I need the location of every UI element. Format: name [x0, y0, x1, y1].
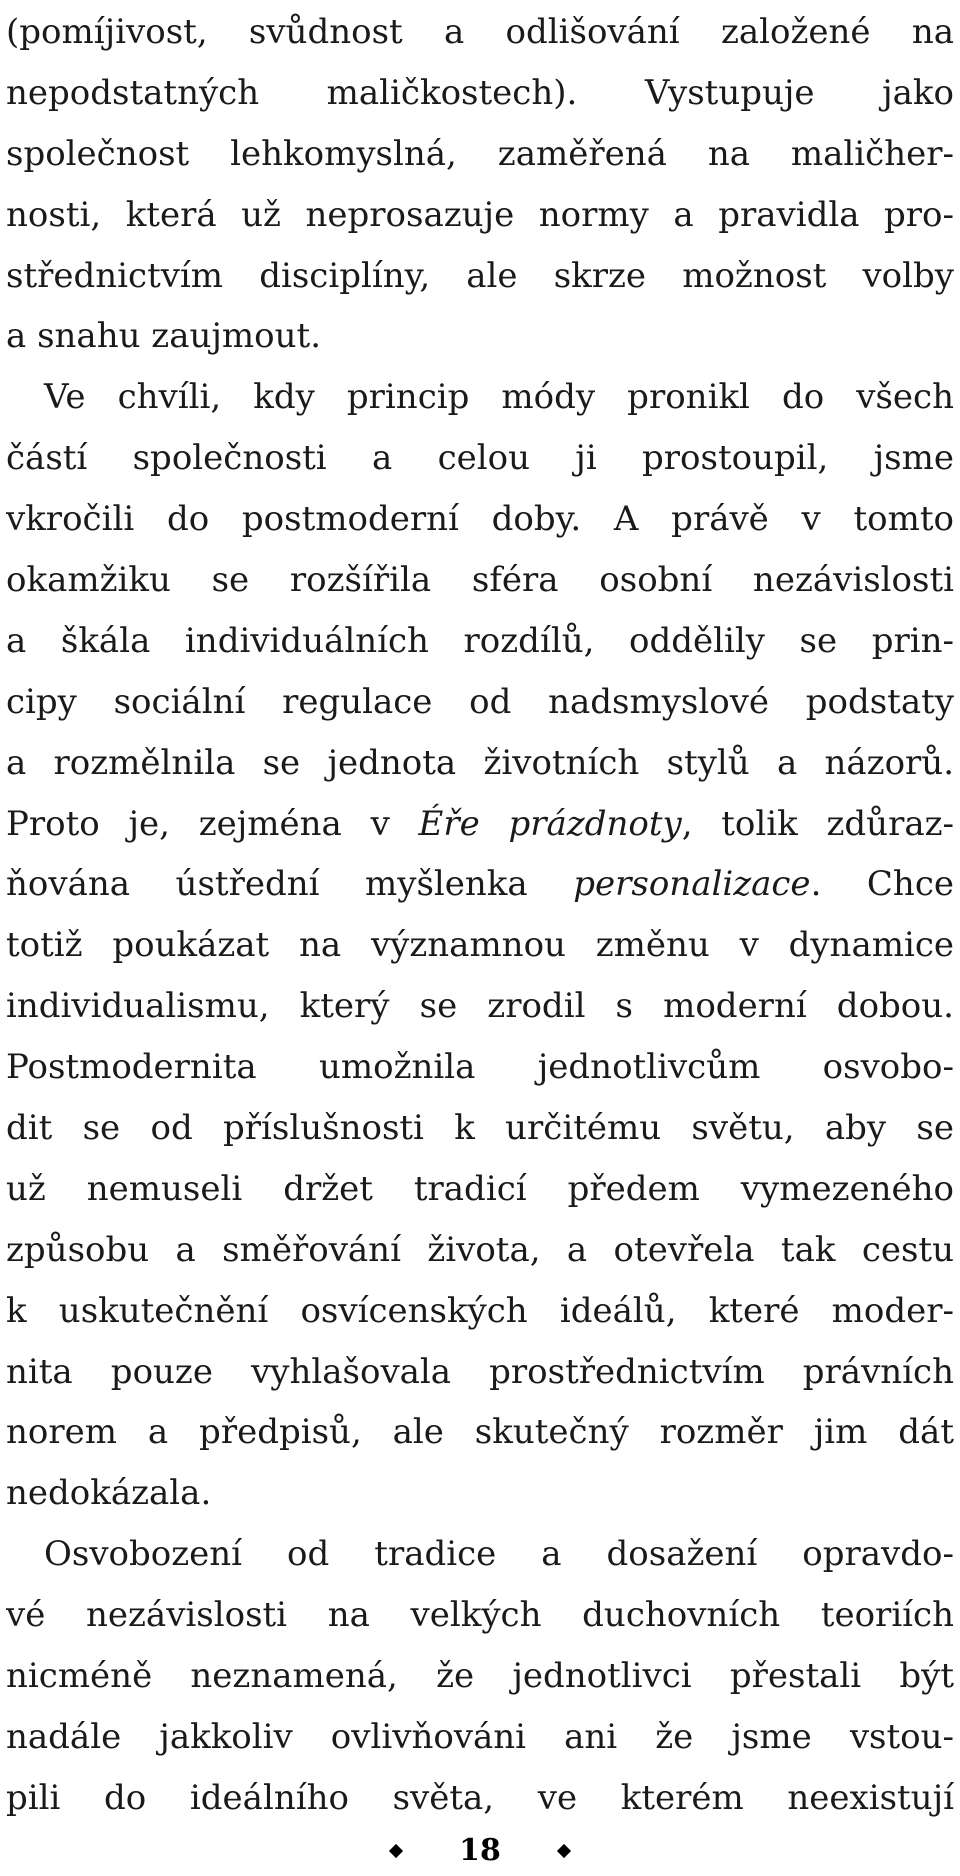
text-line: vkročili do postmoderní doby. A právě v tomto [6, 499, 954, 540]
text-line: nepodstatných maličkostech). Vystupuje jako [6, 72, 954, 113]
text-line: Postmodernita umožnila jednotlivcům osvobo- [6, 1047, 954, 1088]
text-line: dit se od příslušnosti k určitému světu, aby se [6, 1108, 954, 1149]
text-line: a rozmělnila se jednota životních stylů a názorů. [6, 742, 954, 783]
text-line: nicméně neznamená, že jednotlivci přestali být [6, 1656, 954, 1697]
text-line: částí společnosti a celou ji prostoupil, jsme [6, 438, 954, 479]
line-segment: . Chce [810, 864, 954, 905]
text-line: a snahu zaujmout. [6, 316, 321, 357]
text-line: Ve chvíli, kdy princip módy pronikl do všech [44, 377, 954, 418]
body-text [6, 2, 954, 1829]
text-line: (pomíjivost, svůdnost a odlišování založené na [6, 12, 954, 52]
text-line: společnost lehkomyslná, zaměřená na maličher- [6, 133, 954, 174]
text-line-with-title [6, 794, 954, 855]
text-line: totiž poukázat na významnou změnu v dynamice [6, 925, 954, 966]
text-line: nadále jakkoliv ovlivňováni ani že jsme vstou- [6, 1716, 954, 1757]
text-line: k uskutečnění osvícenských ideálů, které moder- [6, 1290, 954, 1331]
text-line: okamžiku se rozšířila sféra osobní nezávislosti [6, 560, 954, 601]
text-line: individualismu, který se zrodil s moderní dobou. [6, 986, 954, 1027]
text-line: nita pouze vyhlašovala prostřednictvím právních [6, 1351, 954, 1392]
text-line: způsobu a směřování života, a otevřela tak cestu [6, 1229, 954, 1270]
text-line: nosti, která už neprosazuje normy a pravidla pro- [6, 194, 954, 235]
line-segment: ňována ústřední myšlenka [6, 864, 528, 905]
text-line: už nemuseli držet tradicí předem vymezeného [6, 1168, 954, 1209]
text-line: Osvobození od tradice a dosažení opravdo- [44, 1534, 954, 1575]
text-line: cipy sociální regulace od nadsmyslové podstaty [6, 681, 954, 722]
text-line: norem a předpisů, ale skutečný rozměr jim dát [6, 1412, 954, 1453]
text-line: a škála individuálních rozdílů, oddělily se prin- [6, 620, 954, 661]
emphasized-term: personalizace [573, 864, 811, 905]
diamond-ornament-icon [557, 1844, 571, 1858]
text-line: nedokázala. [6, 1473, 212, 1514]
text-line-with-emphasis [6, 854, 954, 915]
page-number: 18 [459, 1833, 501, 1868]
page-footer [0, 1834, 960, 1868]
text-line: střednictvím disciplíny, ale skrze možnost volby [6, 255, 954, 296]
line-segment: Proto je, zejména v [6, 803, 390, 844]
diamond-ornament-icon [389, 1844, 403, 1858]
text-line: vé nezávislosti na velkých duchovních teoriích [6, 1595, 954, 1636]
line-segment: , tolik zdůraz- [681, 803, 954, 844]
text-line: pili do ideálního světa, ve kterém neexistují [6, 1777, 954, 1818]
book-title: Éře prázdnoty [418, 803, 682, 844]
